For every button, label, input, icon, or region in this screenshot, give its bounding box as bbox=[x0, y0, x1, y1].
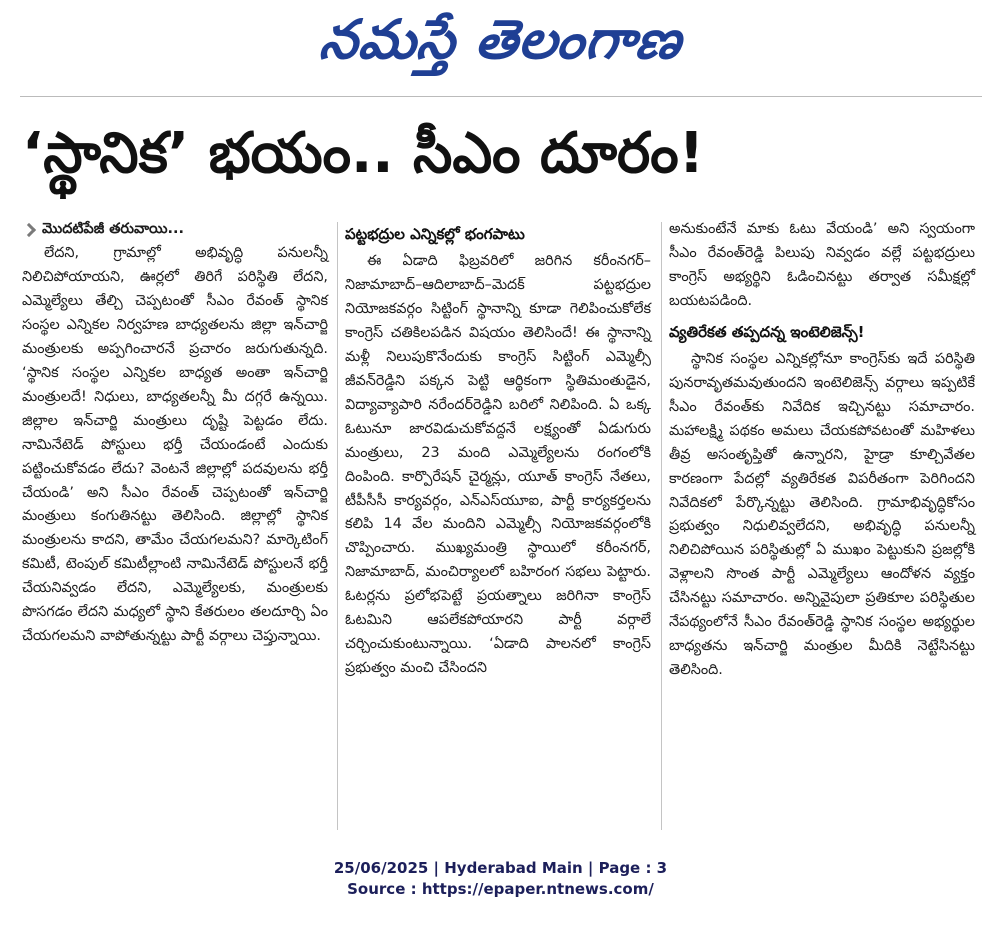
article-paragraph: స్థానిక సంస్థల ఎన్నికల్లోనూ కాంగ్రెస్‌కు ఇదే పరిస్థితి పునరావృతమవుతుందని ఇంటెలిజెన్స్ వర్గాలు ఇప్పటికే సీఎం రేవంత్‌కు నివేదిక ఇచ్చినట్టు సమాచారం. మహాలక్ష్మి పథకం అమలు చేయకపోవటంతో మహిళలు తీవ్ర అసంతృప్తితో ఉన్నారని, హైడ్రా కూల్చివేతల కారణంగా పేదల్లో వ్యతిరేకత విపరీతంగా పెరిగిందని నివేదికలో పేర్కొన్నట్టు తెలిసింది. గ్రామాభివృద్ధికోసం ప్రభుత్వం నిధులివ్వలేదని, అభివృద్ధి పనులన్నీ నిలిచిపోయిన పరిస్థితుల్లో ఏ ముఖం పెట్టుకుని ప్రజల్లోకి వెళ్లాలని సొంత పార్టీ ఎమ్మెల్యేలు ఆందోళన వ్యక్తం చేసినట్టు సమాచారం. అన్నివైపులా ప్రతికూల పరిస్థితుల నేపథ్యంలోనే సీఎం రేవంత్‌రెడ్డి స్థానిక సంస్థల అభ్యర్థుల బాధ్యతను ఇన్‌చార్జి మంత్రుల మీదికి నెట్టేసినట్టు తెలిసింది. bbox=[669, 350, 975, 679]
section-subheading: వ్యతిరేకత తప్పదన్న ఇంటెలిజెన్స్! bbox=[669, 322, 865, 341]
edition-info: 25/06/2025 | Hyderabad Main | Page : 3 bbox=[333, 859, 668, 877]
continued-label: మొదటిపేజీ తరువాయి... bbox=[42, 221, 184, 237]
article-paragraph: లేదని, గ్రామాల్లో అభివృద్ధి పనులన్నీ నిలిచిపోయాయని, ఊర్లలో తిరిగే పరిస్థితి లేదని, ఎమ్మెల్యేలు తేల్చి చెప్పటంతో సీఎం రేవంత్ స్థానిక సంస్థల ఎన్నికల నిర్వహణ బాధ్యతలను జిల్లా ఇన్‌చార్జి మంత్రులకు అప్పగించారనే ప్రచారం జరుగుతున్నది. ‘స్థానిక సంస్థల ఎన్నికల బాధ్యత అంతా ఇన్‌చార్జి మంత్రులదే! నిధులు, బాధ్యతలన్నీ మీ దగ్గరే ఉన్నయి. జిల్లాల ఇన్‌చార్జి మంత్రులు దృష్టి పెట్టడం లేదు. నామినేటెడ్ పోస్టులు భర్తీ చేయండంటే ఎందుకు పట్టించుకోవడం లేదు? వెంటనే జిల్లాల్లో పదవులను భర్తీ చేయండి’ అని సీఎం రేవంత్ చెప్పటంతో ఇన్‌చార్జి మంత్రులు కంగుతినట్టు తెలిసింది. జిల్లాల్లో స్థానిక మంత్రులను కాదని, తామేం చేయగలమని? మార్కెటింగ్ కమిటీ, టెంపుల్ కమిటీల్లాంటి నామినేటెడ్ పోస్టులనే భర్తీ చేయనివ్వడం లేదని, ఎమ్మెల్యేలకు, మంత్రులకు పొసగడం లేదని మధ్యలో స్థాని కేతరులం తలదూర్చి ఏం చేయగలమని వాపోతున్నట్టు పార్టీ వర్గాలు చెప్తున్నాయి. bbox=[22, 245, 328, 645]
chevron-right-icon bbox=[22, 223, 36, 237]
article-column-3 bbox=[669, 218, 975, 683]
column-divider bbox=[661, 222, 662, 830]
column-divider bbox=[337, 222, 338, 830]
newspaper-logo: నమస్తే తెలంగాణ bbox=[316, 8, 685, 71]
section-subheading: పట్టభద్రుల ఎన్నికల్లో భంగపాటు bbox=[345, 225, 525, 243]
masthead-divider bbox=[20, 96, 982, 97]
source-link[interactable]: Source : https://epaper.ntnews.com/ bbox=[347, 880, 654, 898]
article-column-1 bbox=[22, 218, 328, 649]
article-paragraph: ఈ ఏడాది ఫిబ్రవరిలో జరిగిన కరీంనగర్–నిజామాబాద్–ఆదిలాబాద్–మెదక్ పట్టభద్రుల నియోజకవర్గం సిట్టింగ్ స్థానాన్ని కూడా గెలిపించుకోలేక కాంగ్రెస్ చతికిలపడిన విషయం తెలిసిందే! ఈ స్థానాన్ని మళ్లీ నిలుపుకొనేందుకు కాంగ్రెస్ సిట్టింగ్ ఎమ్మెల్సీ జీవన్‌రెడ్డిని పక్కన పెట్టి ఆర్థికంగా స్థితిమంతుడైన, విద్యావ్యాపారి నరేందర్‌రెడ్డిని బరిలో నిలిపింది. ఏ ఒక్క ఓటునూ జారవిడుచుకోవద్దనే లక్ష్యంతో ఏడుగురు మంత్రులు, 23 మంది ఎమ్మెల్యేలను రంగంలోకి దింపింది. కార్పొరేషన్ చైర్మన్లు, యూత్ కాంగ్రెస్ నేతలు, టీపీసీసీ కార్యవర్గం, ఎన్ఎస్‌యూఐ, పార్టీ కార్యకర్తలను కలిపి 14 వేల మందిని ఎమ్మెల్సీ నియోజకవర్గంలోకి చొప్పించారు. ముఖ్యమంత్రి స్థాయిలో కరీంనగర్, నిజామాబాద్, మంచిర్యాలలో బహిరంగ సభలు పెట్టారు. ఓటర్లను ప్రలోభపెట్టే ప్రయత్నాలు జరిగినా కాంగ్రెస్ ఓటమిని ఆపలేకపోయారని పార్టీ వర్గాలే చర్చించుకుంటున్నాయి. ‘ఏడాది పాలనలో కాంగ్రెస్ ప్రభుత్వం మంచి చేసిందని bbox=[345, 253, 651, 677]
article-column-2 bbox=[345, 218, 651, 681]
article-paragraph: అనుకుంటేనే మాకు ఓటు వేయండి’ అని స్వయంగా సీఎం రేవంత్‌రెడ్డి పిలుపు నివ్వడం వల్లే పట్టభద్రులు కాంగ్రెస్ అభ్యర్థిని ఓడించినట్టు తర్వాత సమీక్షల్లో బయటపడింది. bbox=[669, 221, 975, 309]
page-footer bbox=[0, 858, 1001, 900]
masthead bbox=[0, 0, 1001, 80]
continued-from-front-page bbox=[22, 218, 328, 242]
headline: ‘స్థానిక’ భయం.. సీఎం దూరం! bbox=[22, 121, 705, 186]
